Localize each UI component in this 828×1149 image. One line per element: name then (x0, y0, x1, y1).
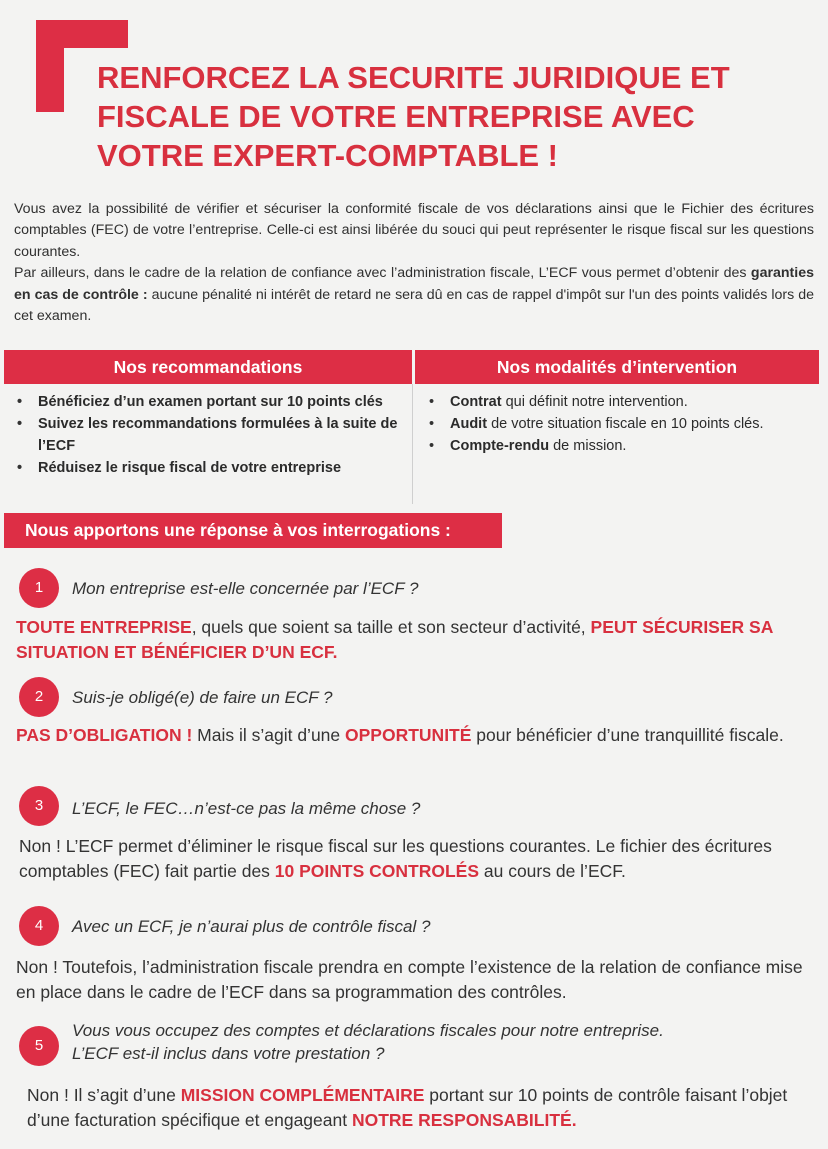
recommandation-item: • Bénéficiez d’un examen portant sur 10 points clés (6, 391, 406, 413)
question-3: L’ECF, le FEC…n’est-ce pas la même chose ? (72, 799, 421, 818)
title-line-2: FISCALE DE VOTRE ENTREPRISE AVEC (97, 99, 695, 134)
intro-paragraph-1: Vous avez la possibilité de vérifier et sécuriser la conformité fiscale de vos déclarations ainsi que le Fichier des écritures comptables (FEC) de votre l’entreprise. Celle-ci est ainsi libérée du souci qui peut représenter le risque fiscal sur les questions courantes. (14, 201, 814, 260)
column-divider (412, 384, 413, 504)
modalite-item: • Audit de votre situation fiscale en 10 points clés. (418, 413, 814, 435)
modalites-header: Nos modalités d’intervention (415, 350, 819, 384)
guarantee-highlight: garanties en cas de contrôle : (14, 265, 814, 303)
intro-paragraph-2: Par ailleurs, dans le cadre de la relation de confiance avec l’administration fiscale, L’ECF vous permet d’obtenir des garanties en cas de contrôle : aucune pénalité ni intérêt de retard ne sera dû en cas de rappel d'impôt sur l'un des points validés lors de cet examen. (14, 265, 814, 325)
modalite-item: • Contrat qui définit notre intervention. (418, 391, 814, 413)
answer-1: TOUTE ENTREPRISE, quels que soient sa taille et son secteur d’activité, PEUT SÉCURISER SA SITUATION ET BÉNÉFICIER D’UN ECF. (16, 617, 773, 662)
recommandation-item: • Suivez les recommandations formulées à la suite de l’ECF (6, 413, 406, 457)
modalite-item: • Compte-rendu de mission. (418, 435, 814, 457)
recommandation-item: • Réduisez le risque fiscal de votre entreprise (6, 457, 406, 479)
question-number-badge: 5 (19, 1026, 59, 1066)
intro-text (14, 199, 814, 327)
question-5: Vous vous occupez des comptes et déclarations fiscales pour notre entreprise. L’ECF est-il inclus dans votre prestation ? (72, 1021, 664, 1063)
answer-4: Non ! Toutefois, l’administration fiscale prendra en compte l’existence de la relation de confiance mise en place dans le cadre de l’ECF dans sa programmation des contrôles. (16, 957, 803, 1002)
question-number-badge: 4 (19, 906, 59, 946)
answer-5: Non ! Il s’agit d’une MISSION COMPLÉMENTAIRE portant sur 10 points de contrôle faisant l’objet d’une facturation spécifique et engageant NOTRE RESPONSABILITÉ. (27, 1085, 788, 1130)
recommandations-header: Nos recommandations (4, 350, 412, 384)
question-2: Suis-je obligé(e) de faire un ECF ? (72, 688, 333, 707)
page-title (97, 58, 797, 175)
question-number-badge: 2 (19, 677, 59, 717)
question-number-badge: 1 (19, 568, 59, 608)
faq-banner: Nous apportons une réponse à vos interrogations : (4, 513, 502, 548)
title-line-1: RENFORCEZ LA SECURITE JURIDIQUE ET (97, 60, 730, 95)
answer-2: PAS D’OBLIGATION ! Mais il s’agit d’une OPPORTUNITÉ pour bénéficier d’une tranquillité fiscale. (16, 725, 784, 745)
answer-3: Non ! L’ECF permet d’éliminer le risque fiscal sur les questions courantes. Le fichier des écritures comptables (FEC) fait partie des 10 POINTS CONTROLÉS au cours de l’ECF. (19, 836, 772, 881)
question-4: Avec un ECF, je n’aurai plus de contrôle fiscal ? (72, 917, 431, 936)
title-line-3: VOTRE EXPERT-COMPTABLE ! (97, 138, 559, 173)
modalites-list (418, 391, 814, 457)
question-1: Mon entreprise est-elle concernée par l’ECF ? (72, 579, 419, 598)
recommandations-list (6, 391, 406, 479)
question-number-badge: 3 (19, 786, 59, 826)
